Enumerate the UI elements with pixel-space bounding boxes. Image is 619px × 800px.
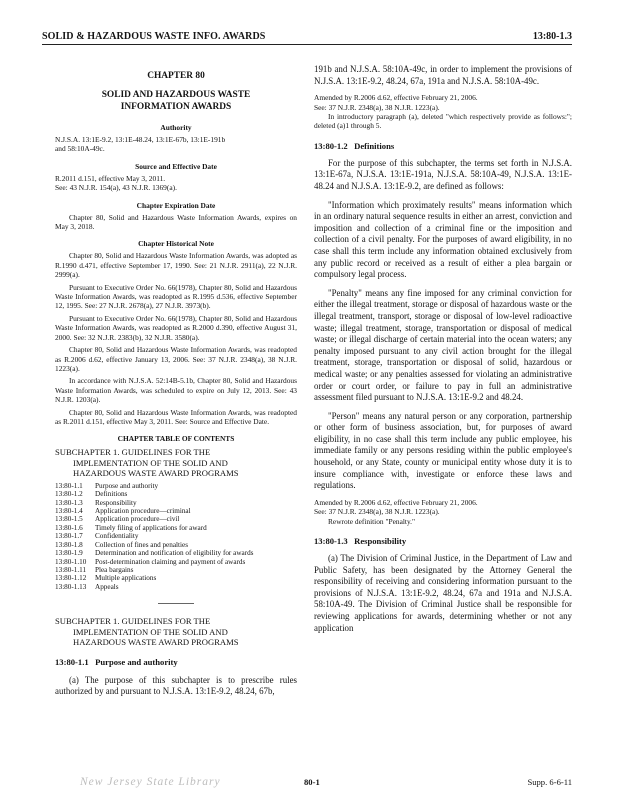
- section-1-3-text: (a) The Division of Criminal Justice, in the Department of Law and Public Safety, has been designated by the Attorney General the responsibility of receiving and considering information pursuant to the provisions of N.J.S.A. 13:1E-9.2, 48.24, 67a and 191a and N.J.S.A. 58:10A-49. The Division of Criminal Justice shall be responsible for reviewing applications for awards, determining whether or not any application: [314, 553, 572, 633]
- authority-heading: Authority: [160, 123, 192, 132]
- history-note-2: Pursuant to Executive Order No. 66(1978), Chapter 80, Solid and Hazardous Waste Information Awards, was readopted as R.1995 d.536, effective September 12, 1995. See: 27 N.J.R. 2678(a), 27 N.J.R. 3973(b).: [55, 282, 297, 311]
- toc-row: [55, 532, 253, 540]
- toc-section-number: 13:80-1.5: [55, 515, 83, 524]
- toc-subchapter-line-2: IMPLEMENTATION OF THE SOLID AND: [73, 457, 228, 468]
- definition-penalty: "Penalty" means any fine imposed for any criminal conviction for either the illegal treatment, storage or disposal of hazardous waste or the illegal treatment, transport, storage or disposal of low-level radioactive waste; illegal treatment, storage, transportation or disposal of medical waste; or illegal discharge of certain material into the ocean waters; any penalty imposed pursuant to any civil action brought for the illegal treatment, storage, transportation or disposal of solid, hazardous or medical waste; or any penalties assessed for violating an administrative order or court order, or failure to pay in full an administrative assessment filed pursuant to N.J.S.A. 13:1E-9.2 and 48.24.: [314, 287, 572, 403]
- toc-row: [55, 499, 253, 507]
- toc-row: [55, 566, 253, 574]
- toc-section-title: Determination and notification of eligibility for awards: [95, 549, 254, 558]
- section-1-1-continued: 191b and N.J.S.A. 58:10A-49c, in order to implement the provisions of N.J.S.A. 13:1E-9.2, 48.24, 67a, 191a and N.J.S.A. 58:10A-49c.: [314, 64, 572, 86]
- header-section: 13:80-1.3: [532, 31, 572, 42]
- toc-section-title: Purpose and authority: [95, 481, 159, 490]
- toc-row: [55, 524, 253, 532]
- toc-row: [55, 558, 253, 566]
- definitions-intro: For the purpose of this subchapter, the terms set forth in N.J.S.A. 13:1E-67a, N.J.S.A. 13:1E-191a, N.J.S.A. 58:10A-49, N.J.S.A. 13:1E-48.24 and N.J.S.A. 13:1E-9.2, are defined as follows:: [314, 157, 572, 191]
- subchapter-heading-line-2: IMPLEMENTATION OF THE SOLID AND: [73, 626, 228, 637]
- section-1-3-heading: [314, 536, 572, 547]
- toc-row: [55, 549, 253, 557]
- toc-section-title: Collection of fines and penalties: [95, 540, 189, 549]
- toc-row: [55, 507, 253, 515]
- toc-row: [55, 515, 253, 523]
- toc-section-number: 13:80-1.3: [55, 498, 83, 507]
- subchapter-heading-line-3: HAZARDOUS WASTE AWARD PROGRAMS: [73, 637, 239, 648]
- section-1-1-heading: [55, 657, 297, 668]
- section-1-1-amendment-3: In introductory paragraph (a), deleted "which respectively provide as follows:"; deleted (a)1 through 5.: [314, 112, 572, 131]
- authority-line-1: N.J.S.A. 13:1E-9.2, 13:1E-48.24, 13:1E-67b, 13:1E-191b: [55, 135, 226, 144]
- source-heading: Source and Effective Date: [135, 161, 217, 171]
- section-1-2-amendment-3: Rewrote definition "Penalty.": [328, 516, 416, 526]
- toc-section-number: 13:80-1.9: [55, 549, 83, 558]
- history-note-3: Pursuant to Executive Order No. 66(1978), Chapter 80, Solid and Hazardous Waste Information Awards, was readopted as R.2000 d.390, effective August 31, 2000. See: 32 N.J.R. 2383(b), 32 N.J.R. 3580(a).: [55, 313, 297, 342]
- history-note-4: Chapter 80, Solid and Hazardous Waste Information Awards, was readopted as R.2006 d.62, effective January 13, 2006. See: 37 N.J.R. 2348(a), 38 N.J.R. 1223(a).: [55, 345, 297, 373]
- definition-information: "Information which proximately results" means information which in an ordinary natural sequence results in either an arrest, conviction and imposition and collection of a criminal fine or the imposition and collection of a civil penalty. For the purposes of award eligibility, in no case shall this term include any information obtained exclusively from any public record or received as a result of either a plea bargain or compulsory legal process.: [314, 199, 572, 280]
- toc-section-number: 13:80-1.12: [55, 574, 87, 583]
- toc-table: [55, 482, 253, 591]
- history-heading: Chapter Historical Note: [138, 239, 214, 249]
- section-1-1-title: Purpose and authority: [95, 656, 178, 667]
- toc-section-number: 13:80-1.7: [55, 532, 83, 541]
- section-divider: [158, 603, 194, 604]
- toc-section-title: Definitions: [95, 490, 128, 499]
- definition-person: "Person" means any natural person or any corporation, partnership or other form of business association, but, for purposes of award eligibility, in no case shall this term include any public employee, his immediate family or any persons residing within the public employee's household, or any State, county or municipal entity whose duty it is to insure compliance with, investigate or enforce these laws and regulations.: [314, 410, 572, 491]
- toc-heading: CHAPTER TABLE OF CONTENTS: [117, 434, 235, 444]
- section-1-1-amendment-1: Amended by R.2006 d.62, effective February 21, 2006.: [314, 93, 478, 103]
- toc-row: [55, 574, 253, 582]
- toc-section-number: 13:80-1.8: [55, 540, 83, 549]
- toc-section-number: 13:80-1.13: [55, 582, 87, 591]
- section-1-2-amendment-1: Amended by R.2006 d.62, effective February 21, 2006.: [314, 497, 478, 507]
- expiration-text: Chapter 80, Solid and Hazardous Waste Information Awards, expires on May 3, 2018.: [55, 212, 297, 232]
- section-1-2-heading: [314, 141, 572, 152]
- toc-section-number: 13:80-1.1: [55, 481, 83, 490]
- subchapter-heading-line-1: SUBCHAPTER 1. GUIDELINES FOR THE: [55, 616, 211, 627]
- toc-section-title: Application procedure—civil: [95, 515, 180, 524]
- toc-section-title: Timely filing of applications for award: [95, 523, 207, 532]
- toc-row: [55, 490, 253, 498]
- section-1-3-title: Responsibility: [354, 536, 407, 547]
- toc-section-number: 13:80-1.11: [55, 565, 87, 574]
- toc-section-title: Confidentiality: [95, 532, 139, 541]
- chapter-title-line-2: INFORMATION AWARDS: [120, 102, 232, 112]
- toc-section-number: 13:80-1.2: [55, 490, 83, 499]
- toc-section-number: 13:80-1.6: [55, 523, 83, 532]
- source-line-1: R.2011 d.151, effective May 3, 2011.: [55, 173, 166, 183]
- section-1-1-amendment-2: See: 37 N.J.R. 2348(a), 38 N.J.R. 1223(a).: [314, 102, 440, 112]
- toc-section-number: 13:80-1.4: [55, 507, 83, 516]
- page-footer: [42, 777, 572, 791]
- section-1-1-text: (a) The purpose of this subchapter is to prescribe rules authorized by and pursuant to N.J.S.A. 13:1E-9.2, 48.24, 67b,: [55, 674, 297, 697]
- toc-subchapter-line-1: SUBCHAPTER 1. GUIDELINES FOR THE: [55, 447, 211, 458]
- toc-section-number: 13:80-1.10: [55, 557, 87, 566]
- right-column: [314, 60, 572, 634]
- history-note-5: In accordance with N.J.S.A. 52:14B-5.1b, Chapter 80, Solid and Hazardous Waste Information Awards, was scheduled to expire on July 12, 2013. See: 43 N.J.R. 1203(a).: [55, 376, 297, 405]
- toc-row: [55, 541, 253, 549]
- toc-subchapter-line-3: HAZARDOUS WASTE AWARD PROGRAMS: [73, 468, 239, 479]
- section-1-2-title: Definitions: [354, 140, 395, 151]
- toc-section-title: Plea bargains: [95, 565, 134, 574]
- library-watermark: New Jersey State Library: [80, 776, 221, 788]
- authority-line-2: and 58:10A-49c.: [55, 144, 105, 154]
- history-note-1: Chapter 80, Solid and Hazardous Waste Information Awards, was adopted as R.1990 d.471, effective September 17, 1990. See: 21 N.J.R. 2911(a), 22 N.J.R. 2999(a).: [55, 251, 297, 280]
- chapter-title-line-1: SOLID AND HAZARDOUS WASTE: [101, 90, 251, 100]
- left-column: [55, 60, 297, 698]
- chapter-number: CHAPTER 80: [147, 71, 205, 81]
- header-title: SOLID & HAZARDOUS WASTE INFO. AWARDS: [42, 31, 266, 42]
- toc-row: [55, 482, 253, 490]
- toc-section-title: Application procedure—criminal: [95, 507, 191, 516]
- page-number: 80-1: [304, 777, 320, 787]
- toc-section-title: Responsibility: [95, 498, 137, 507]
- toc-section-title: Multiple applications: [95, 574, 157, 583]
- expiration-heading: Chapter Expiration Date: [136, 200, 216, 210]
- section-1-2-number: 13:80-1.2: [314, 140, 348, 151]
- section-1-2-amendment-2: See: 37 N.J.R. 2348(a), 38 N.J.R. 1223(a).: [314, 507, 440, 517]
- toc-row: [55, 583, 253, 591]
- supplement-date: Supp. 6-6-11: [527, 777, 572, 787]
- toc-section-title: Appeals: [95, 582, 119, 591]
- section-1-3-number: 13:80-1.3: [314, 536, 348, 547]
- history-note-6: Chapter 80, Solid and Hazardous Waste Information Awards, was readopted as R.2011 d.151, effective May 3, 2011. See: Source and Effective Date.: [55, 407, 297, 426]
- source-line-2: See: 43 N.J.R. 154(a), 43 N.J.R. 1369(a).: [55, 183, 177, 193]
- running-header: [42, 31, 572, 45]
- section-1-1-number: 13:80-1.1: [55, 656, 89, 667]
- toc-section-title: Post-determination claiming and payment of awards: [95, 557, 246, 566]
